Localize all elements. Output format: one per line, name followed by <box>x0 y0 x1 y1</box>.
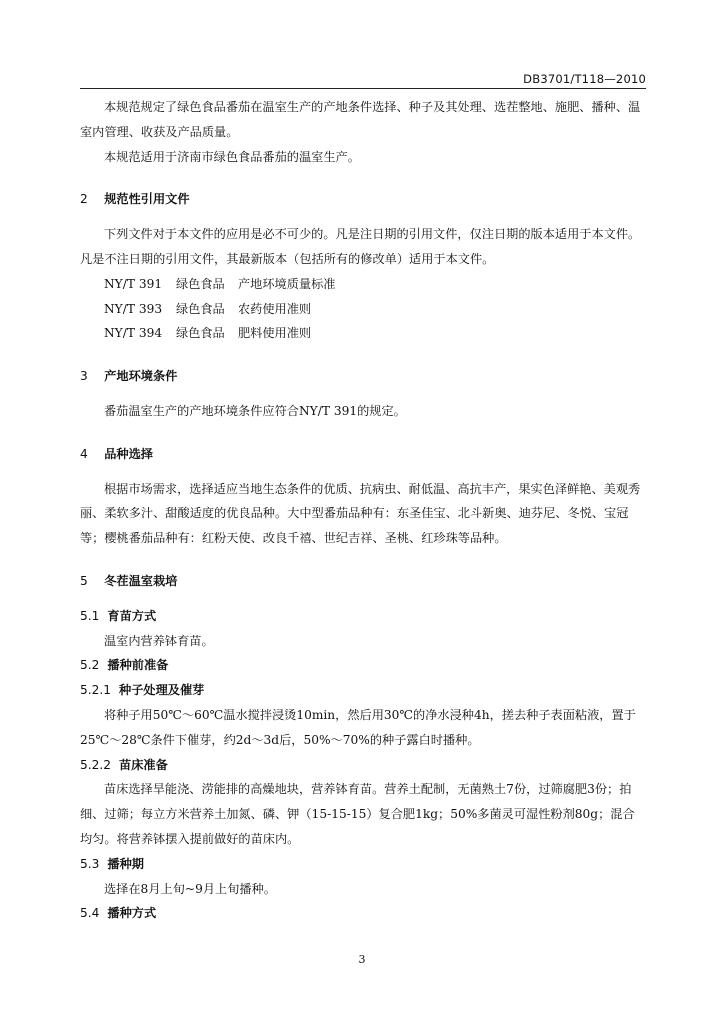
section-number: 4 <box>80 446 88 461</box>
page-number: 3 <box>358 953 366 966</box>
subsection-number: 5.2.2 <box>80 757 112 772</box>
reference-code: NY/T 393 <box>104 301 163 316</box>
section-number: 3 <box>80 369 88 384</box>
section-number: 5 <box>80 573 88 588</box>
section-heading-3 <box>80 364 646 389</box>
subsection-heading-5-3 <box>80 852 646 877</box>
reference-code: NY/T 391 <box>104 276 163 291</box>
subsection-5-1-paragraph: 温室内营养钵育苗。 <box>104 633 214 648</box>
reference-item <box>80 321 646 346</box>
subsection-number: 5.2 <box>80 658 100 673</box>
subsection-5-2-2-paragraph: 苗床选择旱能浇、涝能排的高燥地块，营养钵育苗。营养土配制，无菌熟土7份，过筛腐肥3份；拍细、过筛；每立方米营养土加氮、磷、钾（15-15-15）复合肥1kg；50%多菌灵可湿性粉剂80g；混合均匀。将营养钵摆入提前做好的苗床内。 <box>80 782 635 846</box>
subsection-number: 5.4 <box>80 906 100 921</box>
subsection-title: 苗床准备 <box>119 757 168 772</box>
reference-title: 产地环境质量标准 <box>238 276 336 291</box>
section-title: 规范性引用文件 <box>104 192 190 207</box>
reference-code: NY/T 394 <box>104 326 163 341</box>
subsection-heading-5-2-1 <box>80 678 646 703</box>
reference-category: 绿色食品 <box>176 276 225 291</box>
reference-title: 肥料使用准则 <box>238 326 312 341</box>
subsection-title: 播种方式 <box>107 906 157 921</box>
section-title: 冬茬温室栽培 <box>104 573 178 588</box>
subsection-title: 育苗方式 <box>107 608 157 623</box>
subsection-title: 播种期 <box>107 856 144 871</box>
subsection-heading-5-1 <box>80 604 646 629</box>
section-heading-2 <box>80 187 646 212</box>
references-intro: 下列文件对于本文件的应用是必不可少的。凡是注日期的引用文件，仅注日期的版本适用于本文件。凡是不注日期的引用文件，其最新版本（包括所有的修改单）适用于本文件。 <box>80 227 641 266</box>
subsection-title: 播种前准备 <box>107 658 169 673</box>
section-3-paragraph: 番茄温室生产的产地环境条件应符合NY/T 391的规定。 <box>104 403 406 418</box>
scope-paragraph-1: 本规范规定了绿色食品番茄在温室生产的产地条件选择、种子及其处理、选茬整地、施肥、播种、温室内管理、收获及产品质量。 <box>80 100 641 139</box>
reference-item <box>80 297 646 322</box>
header-rule <box>80 88 646 89</box>
scope-paragraph-2: 本规范适用于济南市绿色食品番茄的温室生产。 <box>104 149 360 164</box>
subsection-title: 种子处理及催芽 <box>119 683 205 698</box>
section-4-paragraph: 根据市场需求，选择适应当地生态条件的优质、抗病虫、耐低温、高抗丰产，果实色泽鲜艳、美观秀丽、柔软多汁、甜酸适度的优良品种。大中型番茄品种有：东圣佳宝、北斗新奥、迪芬尼、冬悦、宝冠等；樱桃番茄品种有：红粉天使、改良千禧、世纪吉祥、圣桃、红珍珠等品种。 <box>80 481 641 546</box>
section-heading-5 <box>80 569 646 594</box>
reference-item <box>80 272 646 297</box>
reference-title: 农药使用准则 <box>238 301 312 316</box>
reference-category: 绿色食品 <box>176 301 225 316</box>
subsection-heading-5-2-2 <box>80 753 646 778</box>
subsection-heading-5-4 <box>80 901 646 926</box>
subsection-heading-5-2 <box>80 653 646 678</box>
section-number: 2 <box>80 192 88 207</box>
section-title: 产地环境条件 <box>104 369 178 384</box>
subsection-5-3-paragraph: 选择在8月上旬~9月上旬播种。 <box>104 881 276 896</box>
subsection-number: 5.1 <box>80 608 100 623</box>
reference-category: 绿色食品 <box>176 326 225 341</box>
subsection-number: 5.2.1 <box>80 683 112 698</box>
section-heading-4 <box>80 442 646 467</box>
subsection-number: 5.3 <box>80 856 100 871</box>
standard-code: DB3701/T118—2010 <box>523 72 646 86</box>
subsection-5-2-1-paragraph: 将种子用50℃～60℃温水搅拌浸烫10min，然后用30℃的净水浸种4h，搓去种子表面粘液，置于25℃～28℃条件下催芽，约2d～3d后，50%～70%的种子露白时播种。 <box>80 707 636 747</box>
section-title: 品种选择 <box>104 446 153 461</box>
page-content <box>80 95 646 926</box>
